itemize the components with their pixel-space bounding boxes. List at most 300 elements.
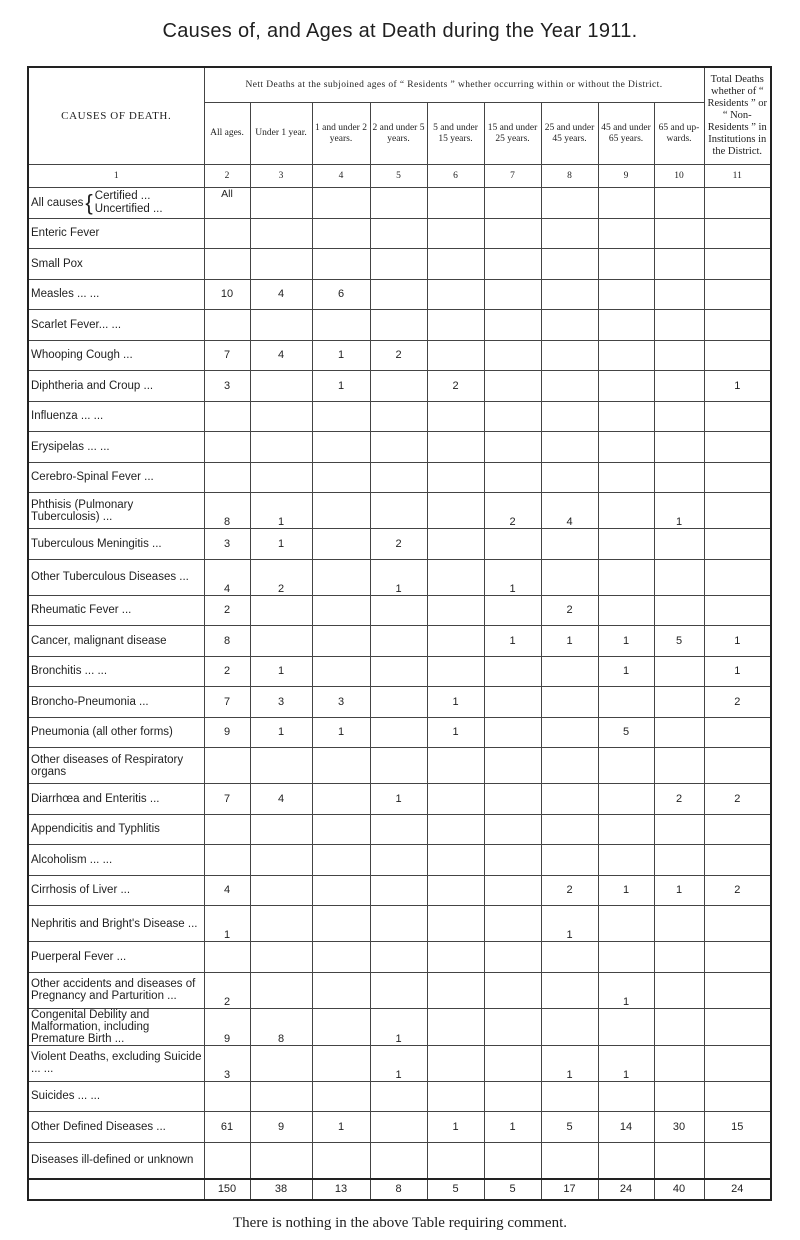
- table-cell: 1: [250, 529, 312, 560]
- table-cell: [598, 595, 654, 626]
- table-row: [28, 1142, 771, 1179]
- table-cell: [370, 1081, 427, 1112]
- table-cell: [427, 559, 484, 595]
- table-cell: [541, 310, 598, 341]
- total-deaths-header: Total Deaths whether of “ Residents ” or “ Non-Residents ” in Institutions in the District.: [704, 67, 771, 165]
- table-cell: [654, 279, 704, 310]
- table-cell: [704, 814, 771, 845]
- table-cell: [484, 1081, 541, 1112]
- cause-label: Diphtheria and Croup ...: [28, 371, 204, 402]
- table-row: [28, 748, 771, 784]
- table-cell: [484, 717, 541, 748]
- table-cell: [312, 626, 370, 657]
- table-cell: [704, 218, 771, 249]
- table-cell: [598, 432, 654, 463]
- table-row: [28, 972, 771, 1008]
- table-cell: [250, 595, 312, 626]
- table-cell: [204, 462, 250, 493]
- table-cell: [541, 559, 598, 595]
- table-cell: [704, 249, 771, 280]
- table-cell: [654, 1045, 704, 1081]
- age-column-header: 2 and under 5 years.: [370, 103, 427, 165]
- table-cell: [427, 875, 484, 906]
- table-cell: [484, 1008, 541, 1045]
- table-cell: [541, 218, 598, 249]
- table-cell: [312, 529, 370, 560]
- table-row: [28, 1008, 771, 1045]
- cause-label: Congenital Debility and Malformation, including Premature Birth ...: [28, 1008, 204, 1045]
- table-cell: [370, 401, 427, 432]
- table-cell: 1: [250, 717, 312, 748]
- cause-label: Whooping Cough ...: [28, 340, 204, 371]
- table-cell: [704, 972, 771, 1008]
- table-cell: [312, 845, 370, 876]
- table-cell: [541, 717, 598, 748]
- table-cell: [541, 687, 598, 718]
- column-number: 1: [28, 165, 204, 188]
- table-cell: [704, 595, 771, 626]
- table-cell: [484, 748, 541, 784]
- table-cell: [654, 218, 704, 249]
- table-cell: [484, 784, 541, 815]
- cause-label: Other accidents and diseases of Pregnancy and Parturition ...: [28, 972, 204, 1008]
- cause-label: Suicides ... ...: [28, 1081, 204, 1112]
- table-cell: [427, 1008, 484, 1045]
- table-cell: [654, 748, 704, 784]
- table-cell: [370, 717, 427, 748]
- table-cell: [484, 845, 541, 876]
- table-cell: [204, 218, 250, 249]
- table-cell: [541, 462, 598, 493]
- table-cell: [427, 784, 484, 815]
- table-row: [28, 717, 771, 748]
- total-cell: 150: [204, 1179, 250, 1200]
- table-cell: [654, 462, 704, 493]
- certified-label: Certified ...: [94, 189, 151, 202]
- table-cell: [250, 1045, 312, 1081]
- table-cell: [370, 748, 427, 784]
- table-cell: 2: [704, 687, 771, 718]
- cause-label: Rheumatic Fever ...: [28, 595, 204, 626]
- table-cell: [427, 279, 484, 310]
- table-cell: [312, 972, 370, 1008]
- table-cell: [598, 559, 654, 595]
- total-cell: 17: [541, 1179, 598, 1200]
- table-row: [28, 784, 771, 815]
- table-row: [28, 656, 771, 687]
- table-cell: [598, 218, 654, 249]
- table-cell: [654, 1142, 704, 1179]
- cause-label: Diseases ill-defined or unknown: [28, 1142, 204, 1179]
- cause-label: Influenza ... ...: [28, 401, 204, 432]
- column-number-row: [28, 165, 771, 188]
- table-cell: 1: [370, 559, 427, 595]
- table-cell: [312, 462, 370, 493]
- column-number: 2: [204, 165, 250, 188]
- table-cell: [427, 972, 484, 1008]
- cause-label: Appendicitis and Typhlitis: [28, 814, 204, 845]
- table-cell: [541, 814, 598, 845]
- table-cell: [204, 942, 250, 973]
- table-cell: [370, 972, 427, 1008]
- table-cell: 2: [654, 784, 704, 815]
- table-cell: [250, 845, 312, 876]
- total-cell: 13: [312, 1179, 370, 1200]
- table-cell: [312, 559, 370, 595]
- table-cell: [250, 906, 312, 942]
- all-causes-row: [28, 188, 771, 219]
- all-ages-value: All: [204, 188, 250, 219]
- total-cell: 8: [370, 1179, 427, 1200]
- table-row: [28, 493, 771, 529]
- table-cell: [427, 218, 484, 249]
- table-cell: [484, 249, 541, 280]
- cause-label: Cerebro-Spinal Fever ...: [28, 462, 204, 493]
- table-cell: [541, 371, 598, 402]
- column-number: 9: [598, 165, 654, 188]
- table-cell: [370, 875, 427, 906]
- table-cell: 1: [427, 717, 484, 748]
- column-number: 3: [250, 165, 312, 188]
- table-row: [28, 401, 771, 432]
- table-cell: 7: [204, 687, 250, 718]
- uncertified-label: Uncertified ...: [94, 202, 163, 215]
- table-cell: 1: [598, 656, 654, 687]
- table-cell: 2: [370, 529, 427, 560]
- table-cell: 2: [204, 595, 250, 626]
- cause-label: Alcoholism ... ...: [28, 845, 204, 876]
- table-cell: 3: [204, 1045, 250, 1081]
- table-cell: [312, 1008, 370, 1045]
- cause-label: Small Pox: [28, 249, 204, 280]
- table-row: [28, 1081, 771, 1112]
- table-cell: [250, 462, 312, 493]
- cause-label: Broncho-Pneumonia ...: [28, 687, 204, 718]
- table-cell: [541, 279, 598, 310]
- table-cell: [598, 814, 654, 845]
- table-cell: 1: [598, 626, 654, 657]
- table-row: [28, 559, 771, 595]
- table-row: [28, 371, 771, 402]
- table-row: [28, 218, 771, 249]
- cause-label: Bronchitis ... ...: [28, 656, 204, 687]
- table-cell: 1: [370, 1008, 427, 1045]
- table-cell: 1: [704, 656, 771, 687]
- cause-label: Nephritis and Bright's Disease ...: [28, 906, 204, 942]
- table-cell: [250, 401, 312, 432]
- table-cell: [598, 1081, 654, 1112]
- cause-label: Scarlet Fever... ...: [28, 310, 204, 341]
- table-row: [28, 529, 771, 560]
- table-cell: [484, 1142, 541, 1179]
- table-cell: 1: [654, 875, 704, 906]
- table-cell: [484, 310, 541, 341]
- table-cell: [204, 1142, 250, 1179]
- cause-label: Tuberculous Meningitis ...: [28, 529, 204, 560]
- table-cell: [541, 1142, 598, 1179]
- table-cell: [370, 1142, 427, 1179]
- table-cell: [427, 748, 484, 784]
- table-cell: [484, 371, 541, 402]
- total-cell: 24: [704, 1179, 771, 1200]
- table-cell: [484, 432, 541, 463]
- table-cell: 6: [312, 279, 370, 310]
- table-cell: [541, 432, 598, 463]
- table-cell: 8: [204, 626, 250, 657]
- table-cell: [484, 687, 541, 718]
- table-cell: [204, 401, 250, 432]
- table-row: [28, 687, 771, 718]
- cause-label: Violent Deaths, excluding Suicide ... ...: [28, 1045, 204, 1081]
- table-cell: [204, 748, 250, 784]
- table-cell: [654, 717, 704, 748]
- table-cell: [704, 279, 771, 310]
- table-cell: [654, 371, 704, 402]
- table-cell: [541, 1008, 598, 1045]
- table-cell: [654, 340, 704, 371]
- page-title: Causes of, and Ages at Death during the Year 1911.: [162, 20, 638, 42]
- table-cell: [598, 310, 654, 341]
- table-cell: [370, 371, 427, 402]
- table-cell: [484, 1045, 541, 1081]
- table-cell: 1: [541, 906, 598, 942]
- table-cell: 1: [370, 1045, 427, 1081]
- column-number: 10: [654, 165, 704, 188]
- table-row: [28, 626, 771, 657]
- table-cell: [484, 462, 541, 493]
- table-cell: [484, 529, 541, 560]
- table-row: [28, 310, 771, 341]
- table-cell: [704, 310, 771, 341]
- table-cell: [370, 687, 427, 718]
- table-row: [28, 1045, 771, 1081]
- table-cell: [427, 906, 484, 942]
- table-cell: 1: [427, 1112, 484, 1143]
- table-cell: [250, 942, 312, 973]
- table-cell: [541, 340, 598, 371]
- column-number: 8: [541, 165, 598, 188]
- table-cell: [484, 814, 541, 845]
- table-cell: [598, 1008, 654, 1045]
- cause-label: Phthisis (Pulmonary Tuberculosis) ...: [28, 493, 204, 529]
- table-cell: [312, 401, 370, 432]
- table-cell: [204, 845, 250, 876]
- table-row: [28, 595, 771, 626]
- table-cell: [312, 875, 370, 906]
- age-column-header: 65 and up-wards.: [654, 103, 704, 165]
- table-cell: [427, 845, 484, 876]
- table-cell: [484, 595, 541, 626]
- table-cell: [427, 249, 484, 280]
- table-cell: 5: [654, 626, 704, 657]
- table-cell: [312, 906, 370, 942]
- table-cell: [370, 656, 427, 687]
- cause-label: Cirrhosis of Liver ...: [28, 875, 204, 906]
- table-cell: 1: [654, 493, 704, 529]
- cause-label: Puerperal Fever ...: [28, 942, 204, 973]
- table-cell: 1: [541, 626, 598, 657]
- table-cell: 2: [370, 340, 427, 371]
- table-cell: [654, 906, 704, 942]
- table-cell: [427, 401, 484, 432]
- cause-label: Diarrhœa and Enteritis ...: [28, 784, 204, 815]
- table-cell: [654, 656, 704, 687]
- footer-note: There is nothing in the above Table requiring comment.: [233, 1215, 567, 1231]
- table-cell: 10: [204, 279, 250, 310]
- cause-label: Pneumonia (all other forms): [28, 717, 204, 748]
- table-cell: [427, 814, 484, 845]
- table-cell: [250, 432, 312, 463]
- totals-row: [28, 1179, 771, 1200]
- table-cell: [598, 371, 654, 402]
- age-column-header: Under 1 year.: [250, 103, 312, 165]
- table-cell: 1: [484, 1112, 541, 1143]
- table-cell: 9: [204, 1008, 250, 1045]
- table-cell: [704, 1045, 771, 1081]
- table-cell: [484, 340, 541, 371]
- table-cell: [370, 942, 427, 973]
- table-cell: 2: [541, 595, 598, 626]
- table-cell: 2: [204, 656, 250, 687]
- table-cell: [370, 626, 427, 657]
- table-cell: [654, 1081, 704, 1112]
- table-cell: [654, 845, 704, 876]
- table-cell: [704, 1081, 771, 1112]
- table-row: [28, 906, 771, 942]
- table-cell: [250, 814, 312, 845]
- column-number: 4: [312, 165, 370, 188]
- table-cell: 1: [250, 493, 312, 529]
- age-column-header: 1 and under 2 years.: [312, 103, 370, 165]
- table-row: [28, 814, 771, 845]
- table-cell: 4: [250, 279, 312, 310]
- table-row: [28, 1112, 771, 1143]
- total-cell: 40: [654, 1179, 704, 1200]
- all-causes-cell: [28, 188, 204, 219]
- table-cell: [704, 529, 771, 560]
- table-cell: 1: [598, 875, 654, 906]
- table-cell: 2: [250, 559, 312, 595]
- table-cell: [250, 875, 312, 906]
- table-cell: 1: [370, 784, 427, 815]
- table-cell: [427, 493, 484, 529]
- table-cell: [427, 942, 484, 973]
- table-cell: [654, 814, 704, 845]
- table-row: [28, 249, 771, 280]
- table-cell: [598, 748, 654, 784]
- column-number: 7: [484, 165, 541, 188]
- table-row: [28, 432, 771, 463]
- table-cell: [484, 972, 541, 1008]
- table-row: [28, 875, 771, 906]
- table-cell: [250, 1081, 312, 1112]
- table-cell: [704, 942, 771, 973]
- table-cell: [204, 432, 250, 463]
- table-cell: 1: [312, 717, 370, 748]
- table-cell: [312, 748, 370, 784]
- table-cell: [312, 493, 370, 529]
- table-cell: [541, 1081, 598, 1112]
- table-cell: 1: [484, 559, 541, 595]
- table-cell: [704, 845, 771, 876]
- table-cell: [427, 340, 484, 371]
- causes-of-death-table: [27, 66, 772, 1201]
- table-cell: [704, 559, 771, 595]
- table-cell: 1: [312, 1112, 370, 1143]
- table-cell: 1: [704, 371, 771, 402]
- table-cell: [370, 595, 427, 626]
- table-cell: [370, 249, 427, 280]
- table-cell: [598, 1142, 654, 1179]
- table-cell: [598, 279, 654, 310]
- table-cell: 8: [250, 1008, 312, 1045]
- table-cell: [654, 972, 704, 1008]
- table-cell: 3: [204, 529, 250, 560]
- table-cell: 1: [204, 906, 250, 942]
- column-number: 5: [370, 165, 427, 188]
- table-cell: [654, 942, 704, 973]
- table-cell: [204, 1081, 250, 1112]
- table-cell: [250, 218, 312, 249]
- table-cell: [654, 249, 704, 280]
- table-cell: [370, 814, 427, 845]
- table-cell: 7: [204, 784, 250, 815]
- age-column-header: All ages.: [204, 103, 250, 165]
- table-cell: 2: [427, 371, 484, 402]
- table-cell: [484, 906, 541, 942]
- table-cell: [704, 748, 771, 784]
- total-cell: 24: [598, 1179, 654, 1200]
- table-cell: 2: [704, 875, 771, 906]
- table-cell: [370, 845, 427, 876]
- table-cell: [541, 972, 598, 1008]
- table-cell: 30: [654, 1112, 704, 1143]
- all-causes-label: All causes: [31, 196, 84, 209]
- table-cell: [704, 462, 771, 493]
- table-cell: [312, 942, 370, 973]
- table-cell: 1: [541, 1045, 598, 1081]
- table-cell: [598, 462, 654, 493]
- table-cell: 3: [312, 687, 370, 718]
- total-cell: 38: [250, 1179, 312, 1200]
- table-cell: [704, 432, 771, 463]
- table-cell: [312, 595, 370, 626]
- age-column-header: 15 and under 25 years.: [484, 103, 541, 165]
- table-cell: 4: [250, 340, 312, 371]
- cause-label: Cancer, malignant disease: [28, 626, 204, 657]
- table-cell: [598, 401, 654, 432]
- table-row: [28, 340, 771, 371]
- table-cell: [204, 310, 250, 341]
- cause-label: Other Defined Diseases ...: [28, 1112, 204, 1143]
- table-cell: 2: [704, 784, 771, 815]
- table-cell: [370, 218, 427, 249]
- table-cell: 1: [312, 371, 370, 402]
- table-cell: [654, 401, 704, 432]
- cause-label: Other diseases of Respiratory organs: [28, 748, 204, 784]
- table-cell: 3: [204, 371, 250, 402]
- table-cell: 3: [250, 687, 312, 718]
- table-cell: [704, 493, 771, 529]
- table-cell: [370, 493, 427, 529]
- table-cell: [598, 340, 654, 371]
- table-cell: 9: [204, 717, 250, 748]
- brace-glyph: {: [85, 189, 93, 215]
- table-cell: [427, 656, 484, 687]
- total-cell: 5: [484, 1179, 541, 1200]
- table-cell: [598, 249, 654, 280]
- table-cell: [250, 748, 312, 784]
